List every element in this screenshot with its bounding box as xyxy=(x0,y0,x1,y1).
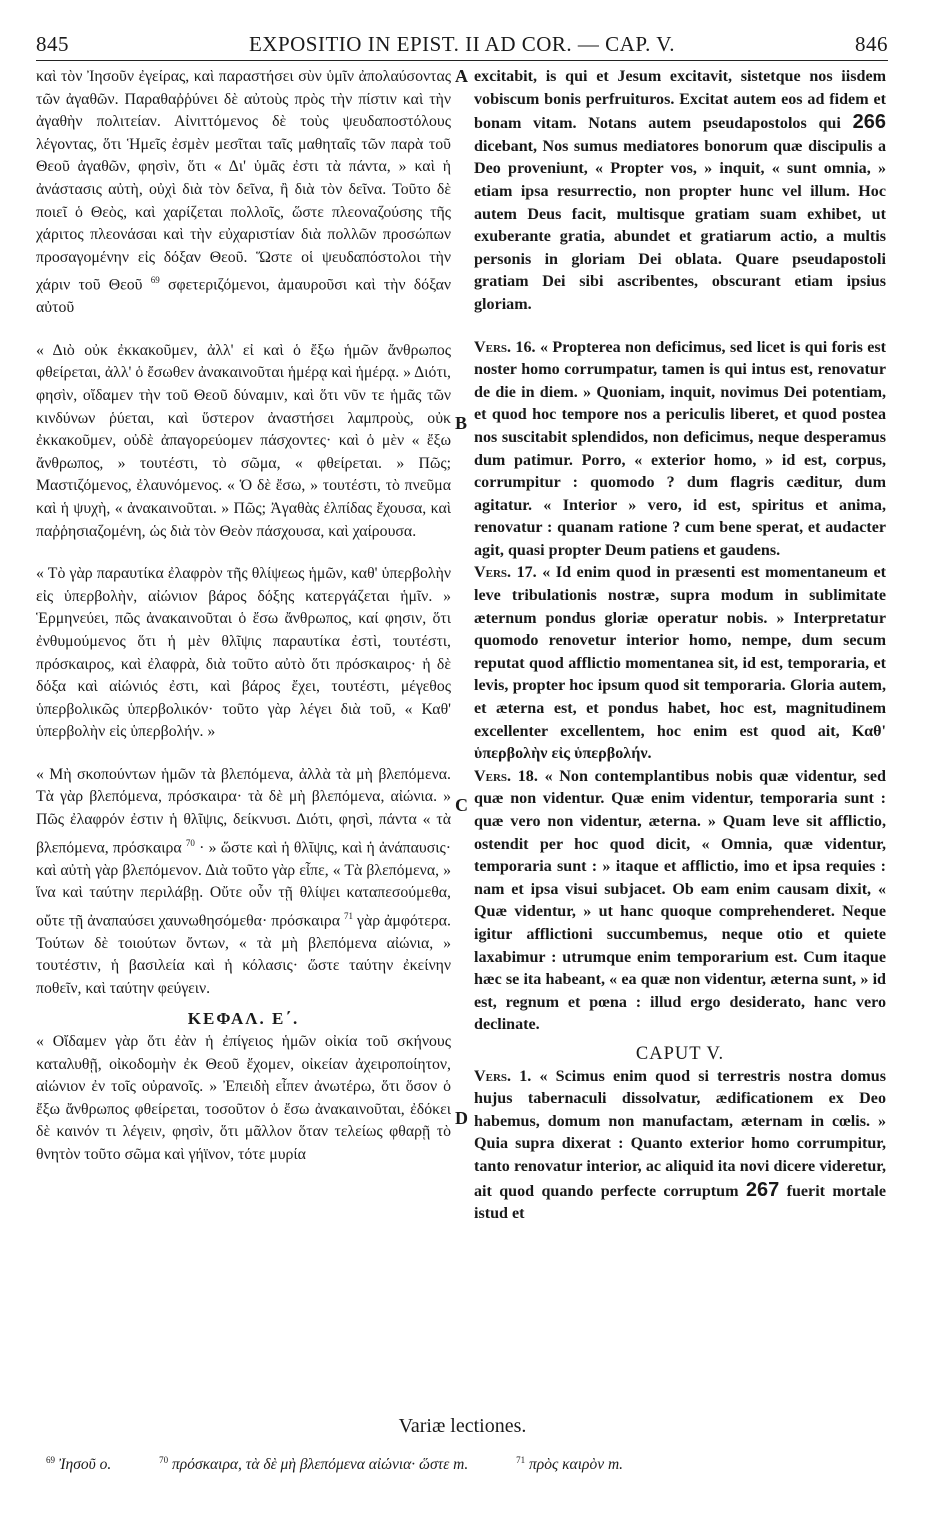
verse-label: Vers. 1. xyxy=(474,1067,532,1085)
latin-text: dicebant, Nos sumus mediatores bonorum quæ discipulis a Deo proveniunt, « Propter vos, » inquit, « sunt omnia, » etiam ipsa resurrectio, non propter hunc vel illum. Hoc autem Deus facit, multisque gratiam suam exhibet, ut exuberante gratia, abundet et gratiarum actio, a multis personis in gloriam Dei oblata. Quare pseudapostoli gratiam Dei sibi ascribentes, obscurant etiam ipsius gloriam. xyxy=(474,137,886,313)
latin-paragraph xyxy=(474,337,886,563)
greek-text: καὶ τὸν Ἰησοῦν ἐγείρας, καὶ παραστήσει σὺν ὑμῖν ἀπολαύσοντας τῶν ἀγαθῶν. Παραθαῤῥύνει δὲ αὐτοὺς πρὸς τὴν πίστιν καὶ τὴν ἀγαθὴν πολιτείαν. Αἰνιττόμενος δὲ τοὺς ψευδαποστόλους λέγοντας, ὅτι Ἡμεῖς ἐσμὲν μεσῖται ταῖς μαθηταῖς τῶν παρὰ τοῦ Θεοῦ ἀγαθῶν, φησὶν, ὅτι « Δι' ὑμᾶς ἐστι τὰ πάντα, » καὶ ἡ ἀνάστασις αὐτὴ, οὐχὶ διὰ τὸν δεῖνα, ἢ διὰ τὸν δεῖνα. Τοῦτο δὲ ποιεῖ ὁ Θεὸς, καὶ χαρίζεται πολλοῖς, ὥστε πλεοναζούσης τῆς χάριτος πλεονάσαι καὶ τὴν εὐχαριστίαν διὰ πολλῶν προσώπων προσαγομένην εἰς δόξαν Θεοῦ. Ὥστε οἱ ψευδαπόστολοι τὴν χάριν τοῦ Θεοῦ xyxy=(36,68,451,294)
greek-text: σφετεριζόμενοι, ἀμαυροῦσι καὶ τὴν δόξαν αὐτοῦ xyxy=(36,276,451,317)
latin-text: « Scimus enim quod si terrestris nostra domus hujus tabernaculi dissolvatur, ædificationem ex Deo habemus, domum non manufactam, æternam in cœlis. » Quia supra dixerat : Quanto exterior homo corrumpitur, tanto renovatur interior, ac aliquid ita novi dicere videretur, ait quod quando perfecte corruptum xyxy=(474,1067,886,1200)
latin-paragraph xyxy=(474,766,886,1037)
greek-text: γὰρ ἀμφότερα. Τούτων δὲ τοιούτων ὄντων, « τὰ μὴ βλεπόμενα αἰώνια, » τουτέστιν, ἡ βασιλεία καὶ ἡ κόλασις· ὥστε ταύτην ἐκείνην ποθεῖν, καὶ ταύτην φεύγειν. xyxy=(36,911,451,997)
greek-text: « Μὴ σκοπούντων ἡμῶν τὰ βλεπόμενα, ἀλλὰ τὰ μὴ βλεπόμενα. Τὰ γὰρ βλεπόμενα, πρόσκαιρα· τὰ δὲ μὴ βλεπόμενα, αἰώνια. » Πῶς ἐλαφρόν ἐστιν ἡ θλῖψις, δείκνυσι. Διότι, φησὶ, πάντα « τὰ βλεπόμενα, πρόσκαιρα xyxy=(36,765,451,856)
variant-note-number: 71 xyxy=(516,1455,526,1465)
greek-paragraph: « Οἴδαμεν γὰρ ὅτι ἐὰν ἡ ἐπίγειος ἡμῶν οἰκία τοῦ σκήνους καταλυθῇ, οἰκοδομὴν ἐκ Θεοῦ ἔχομεν, οἰκείαν ἀχειροποίητον, αἰώνιον ἐν τοῖς οὐρανοῖς. » Ἐπειδὴ εἶπεν ἀνωτέρω, ὅτι ὅσον ὁ ἔξω ἄνθρωπος φθείρεται, τοσοῦτον ὁ ἔσω ἀνακαινοῦται, ἐδόκει δὲ καινόν τι λέγειν, φησὶν, ὅτι μᾶλλον ὅταν τελείως φθαρῇ τὸ θνητὸν τοῦτο σῶμα καὶ γήϊνον, τότε μυρία xyxy=(36,1032,451,1163)
greek-paragraph: « Τὸ γὰρ παραυτίκα ἐλαφρὸν τῆς θλίψεως ἡμῶν, καθ' ὑπερβολὴν εἰς ὑπερβολὴν, αἰώνιον βάρος δόξης κατεργάζεται ἡμῖν. » Ἑρμηνεύει, πῶς ἀνακαινοῦται ὁ ἔσω ἄνθρωπος, καί φησιν, ὅτι ἐνθυμούμενος ὅτι ἡ μὲν θλῖψις παραυτίκα ἐστὶ, τουτέστι, πρόσκαιρος, καὶ ἐλαφρὰ, διὰ τοῦτο αὐτὸ ὅτι πρόσκαιρος· ἡ δὲ δόξα καὶ αἰώνιός ἐστι, καὶ βάρος ἔχει, τουτέστι, μέγεθος ὑπερβολικῶς ὑπερβολικόν· τοῦτο γὰρ λέγει διὰ τοῦ, « Καθ' ὑπερβολὴν εἰς ὑπερβολήν. » xyxy=(36,565,451,741)
page-number-right: 846 xyxy=(855,32,888,56)
greek-text: · » ὥστε καὶ ἡ θλῖψις, καὶ ἡ ἀνάπαυσις· καὶ αὐτὴ γὰρ βλεπόμενον. Διὰ τοῦτο γὰρ εἶπε, « Τὰ βλεπόμενα, » ἵνα καὶ ταύτην περιλάβῃ. Οὔτε οὖν τῇ θλίψει καταπεσούμεθα, οὔτε τῇ ἀναπαύσει χαυνωθησόμεθα· πρόσκαιρα xyxy=(36,838,452,929)
footnote-ref: 69 xyxy=(150,275,160,286)
margin-marker-b: B xyxy=(455,413,468,433)
variant-note-number: 69 xyxy=(46,1455,55,1465)
latin-chapter-heading: CAPUT V. xyxy=(635,1043,725,1064)
footnote-ref: 70 xyxy=(185,837,195,848)
verse-label: Vers. 18. xyxy=(474,767,538,785)
greek-column xyxy=(36,66,451,1167)
margin-marker-c: C xyxy=(455,795,468,815)
column-number: 267 xyxy=(745,1178,780,1201)
variant-note xyxy=(516,1456,623,1473)
latin-column xyxy=(474,66,886,1226)
latin-text: excitabit, is qui et Jesum excitavit, sistetque nos iisdem vobiscum bonis perfruituros. Excitat autem eos ad fidem et bonam vitam. Notans autem pseudapostolos qui xyxy=(474,68,886,133)
variant-note-number: 70 xyxy=(159,1455,169,1465)
variant-note xyxy=(159,1456,468,1473)
variant-note-text: πρὸς καιρὸν m. xyxy=(529,1456,624,1474)
greek-chapter-heading: ΚΕΦΑΛ. Ε΄. xyxy=(187,1009,300,1029)
verse-label: Vers. 16. xyxy=(474,338,536,356)
column-number: 266 xyxy=(852,111,886,134)
latin-text: fuerit mortale istud et xyxy=(474,1182,886,1223)
verse-label: Vers. 17. xyxy=(474,564,537,582)
footnote-ref: 71 xyxy=(344,910,353,921)
margin-marker-a: A xyxy=(455,66,468,86)
latin-paragraph xyxy=(474,66,886,317)
running-title: EXPOSITIO IN EPIST. II AD COR. — CAP. V. xyxy=(248,32,676,56)
running-header xyxy=(36,30,888,61)
variant-note-text: πρόσκαιρα, τὰ δὲ μὴ βλεπόμενα αἰώνια· ὥστε m. xyxy=(172,1456,469,1474)
latin-paragraph xyxy=(474,1066,886,1226)
latin-paragraph xyxy=(474,562,886,765)
variae-lectiones-notes xyxy=(46,1455,886,1474)
latin-text: « Propterea non deficimus, sed licet is qui foris est noster homo corrumpatur, tamen is qui intus est, renovatur de die in diem. » Quoniam, inquit, novimus Dei potentiam, et quod hoc tempore nos a periculis liberet, et quod postea nos suscitabit splendidos, non deficimus, neque desperamus dum patimur. Porro, « exterior homo, » id est, corpus, corrumpitur : quomodo ? dum flagris cæditur, dum agitatur. « Interior » vero, id est, spiritus et anima, renovatur : quanam ratione ? cum bene sperat, et audacter agit, quasi propter Deum patiens et gaudens. xyxy=(474,338,887,559)
latin-text: « Non contemplantibus nobis quæ videntur, sed quæ non videntur. Quæ enim videntur, temporaria sunt : quæ vero non videntur, æterna. » Quam leve sit afflictio, ostendit per hoc quod dicit, « Omnia, quæ videntur, temporaria sunt : » itaque et afflictio, imo et ipsa requies : nam et ipsa visui subjacet. Ob eam enim causam dixit, « Quæ videntur, » ut hanc quoque comprehenderet. Neque igitur afflictioni succumbemus, neque otio et quiete laxabimur : utrumque enim temporarium est. Cum itaque hæc se ita habeant, « ea quæ non videntur, æterna sunt, » id est, regnum et pœna : illud ergo desiderato, hanc vero declinate. xyxy=(474,767,886,1034)
greek-paragraph xyxy=(36,764,451,1000)
latin-text: « Id enim quod in præsenti est momentaneum et leve tribulationis nostræ, supra modum in sublimitate æternum pondus gloriæ operatur nobis. » Interpretatur quomodo renovetur interior homo, nempe, dum secum reputat quod afflictio momentanea sit, id est, temporaria, et levis, propter hoc ipsum quod sit temporaria. Gloria autem, et æterna est, et pondus habet, hoc est, magnitudinem excellenter excellentem, hoc enim est quod ait, Καθ' ὑπερβολὴν εἰς ὑπερβολήν. xyxy=(474,564,886,763)
variae-lectiones-heading: Variæ lectiones. xyxy=(398,1415,527,1437)
margin-marker-d: D xyxy=(455,1108,468,1128)
greek-paragraph xyxy=(36,66,451,320)
variant-note-text: Ἰησοῦ ο. xyxy=(58,1456,112,1474)
variant-note xyxy=(46,1456,111,1473)
greek-paragraph: « Διὸ οὐκ ἐκκακοῦμεν, ἀλλ' εἰ καὶ ὁ ἔξω ἡμῶν ἄνθρωπος φθείρεται, ἀλλ' ὁ ἔσωθεν ἀνακαινοῦται ἡμέρᾳ καὶ ἡμέρᾳ. » Διότι, φησὶν, οἴδαμεν τὴν τοῦ Θεοῦ δύναμιν, καὶ ὅτι νῦν τε ἡμᾶς τῶν κινδύνων ῥύεται, καὶ ὕστερον ἀναστήσει λαμπροὺς, οὐκ ἐκκακοῦμεν, οὐδὲ ἀπαγορεύομεν πάσχοντες· καὶ ὁ μὲν « ἔξω ἄνθρωπος, » τουτέστι, τὸ σῶμα, « φθείρεται. » Πῶς; Μαστιζόμενος, ἐλαυνόμενος. « Ὁ δὲ ἔσω, » τουτέστι, τὸ πνεῦμα καὶ ἡ ψυχὴ, « ἀνακαινοῦται. » Πῶς; Ἀγαθὰς ἐλπίδας ἔχουσα, καὶ παῤῥησιαζομένη, ὡς διὰ τὸν Θεὸν πάσχουσα, καὶ χαίρουσα. xyxy=(36,341,451,540)
page-number-left: 845 xyxy=(36,32,69,56)
